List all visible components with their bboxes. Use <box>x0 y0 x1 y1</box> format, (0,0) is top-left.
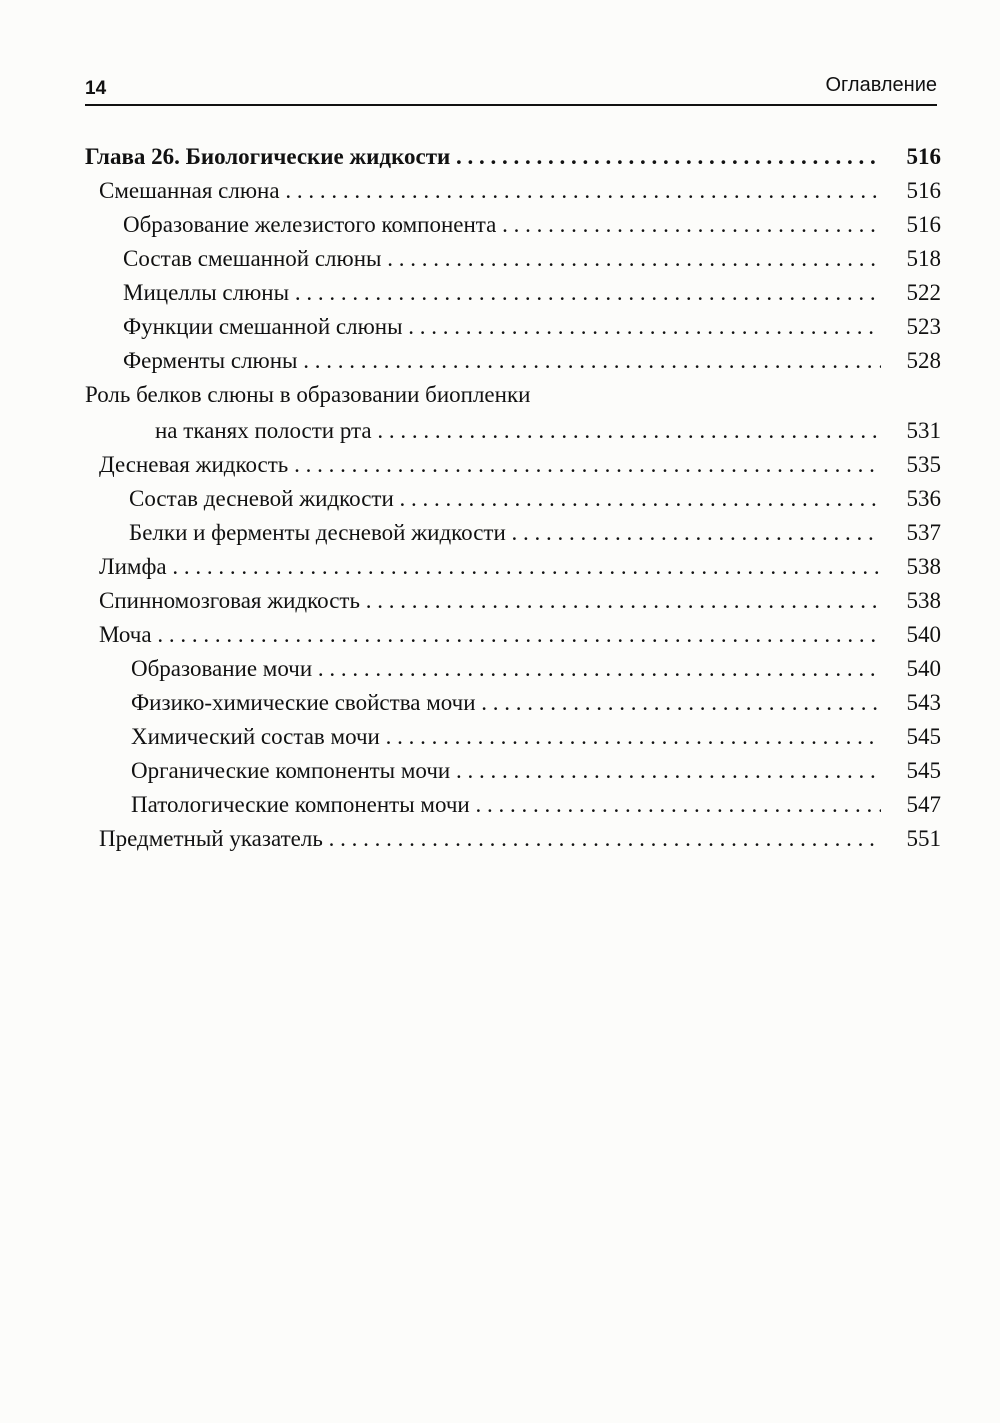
toc-entry-label-line1: Роль белков слюны в образовании биопленки <box>85 382 531 407</box>
toc-entry-subsection <box>85 686 941 720</box>
toc-entry-index <box>85 822 941 856</box>
toc-entry-subsection <box>85 482 941 516</box>
toc-entry-page: 540 <box>906 656 941 681</box>
toc-entry-label: Образование железистого компонента <box>123 212 497 237</box>
table-of-contents <box>85 140 941 856</box>
toc-entry-subsection <box>85 310 941 344</box>
toc-entry-subsection <box>85 720 941 754</box>
toc-entry-label: Состав смешанной слюны <box>123 246 382 271</box>
toc-entry-label: Смешанная слюна <box>99 178 280 203</box>
page-header <box>85 70 937 106</box>
page-number: 14 <box>85 78 107 99</box>
toc-entry-label: Глава 26. Биологические жидкости <box>85 144 451 169</box>
toc-entry-label: Предметный указатель <box>99 826 323 851</box>
toc-entry-page: 516 <box>906 178 941 203</box>
toc-entry-page: 551 <box>906 826 941 851</box>
toc-entry-subsection <box>85 242 941 276</box>
toc-entry-subsection <box>85 754 941 788</box>
toc-entry-label: Функции смешанной слюны <box>123 314 403 339</box>
toc-entry-label: Состав десневой жидкости <box>129 486 394 511</box>
toc-entry-label: Спинномозговая жидкость <box>99 588 360 613</box>
toc-entry-subsection <box>85 516 941 550</box>
toc-entry-page: 522 <box>906 280 941 305</box>
toc-entry-label: Ферменты слюны <box>123 348 298 373</box>
toc-entry-page: 523 <box>906 314 941 339</box>
running-title: Оглавление <box>825 74 937 96</box>
toc-entry-subsection <box>85 344 941 378</box>
toc-entry-label: Физико-химические свойства мочи <box>131 690 476 715</box>
toc-entry-page: 538 <box>906 554 941 579</box>
toc-entry-label: Лимфа <box>99 554 167 579</box>
toc-entry-page: 518 <box>906 246 941 271</box>
toc-entry-section <box>85 550 941 584</box>
toc-entry-page: 535 <box>906 452 941 477</box>
toc-entry-chapter-26 <box>85 140 941 174</box>
toc-entry-page: 537 <box>906 520 941 545</box>
toc-entry-page: 516 <box>906 144 941 169</box>
toc-entry-label: Образование мочи <box>131 656 313 681</box>
toc-entry-section <box>85 174 941 208</box>
toc-entry-section <box>85 584 941 618</box>
toc-entry-label: Патологические компоненты мочи <box>131 792 470 817</box>
toc-entry-page: 538 <box>906 588 941 613</box>
toc-entry-page: 528 <box>906 348 941 373</box>
toc-entry-label: на тканях полости рта <box>155 418 372 443</box>
toc-entry-page: 543 <box>906 690 941 715</box>
toc-entry-page: 516 <box>906 212 941 237</box>
toc-entry-subsection <box>85 276 941 310</box>
toc-entry-subsection <box>85 208 941 242</box>
toc-entry-subsection <box>85 652 941 686</box>
toc-entry-page: 531 <box>906 418 941 443</box>
toc-entry-section <box>85 448 941 482</box>
toc-entry-label: Химический состав мочи <box>131 724 380 749</box>
toc-entry-subsection-multiline <box>85 378 941 448</box>
toc-entry-label: Белки и ферменты десневой жидкости <box>129 520 506 545</box>
toc-entry-page: 545 <box>906 724 941 749</box>
toc-entry-label: Органические компоненты мочи <box>131 758 451 783</box>
toc-entry-section <box>85 618 941 652</box>
toc-entry-label: Мицеллы слюны <box>123 280 290 305</box>
toc-entry-page: 536 <box>906 486 941 511</box>
toc-entry-label: Моча <box>99 622 152 647</box>
toc-entry-label: Десневая жидкость <box>99 452 289 477</box>
toc-entry-subsection <box>85 788 941 822</box>
toc-entry-page: 545 <box>906 758 941 783</box>
toc-entry-page: 547 <box>906 792 941 817</box>
toc-entry-page: 540 <box>906 622 941 647</box>
